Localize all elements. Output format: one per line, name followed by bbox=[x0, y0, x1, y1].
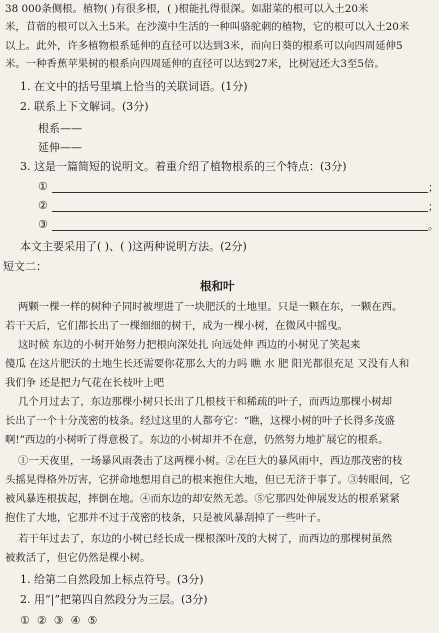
passage2-line: ①一天夜里，一场暴风雨袭击了这两棵小树。②在巨大的暴风雨中，西边那茂密的枝 bbox=[18, 455, 403, 467]
passage1-line: 米。一种香蕉苹果树的根系向四周延伸的直径可以达到27米，比树冠还大3至5倍。 bbox=[5, 58, 385, 70]
circled-number-4: ④ bbox=[70, 614, 81, 627]
question-2-1: 1. 给第二自然段加上标点符号。(3分) bbox=[20, 573, 204, 586]
word-genxi: 根系—— bbox=[38, 122, 82, 135]
passage2-line: 我们争 还是把力气花在长枝叶上吧 bbox=[5, 377, 165, 389]
answer-marker-3: ③ bbox=[38, 218, 48, 231]
passage1-line: 米，苜蓿的根可以入土5米。在沙漠中生活的一种叫骆驼刺的植物，它的根可以入土20米 bbox=[5, 21, 410, 33]
passage1-line: 38 000条侧根。植物( )有很多根，( )根能扎得很深。如甜菜的根可以入土20米 bbox=[5, 3, 369, 15]
circled-number-2: ② bbox=[36, 614, 47, 627]
circled-numbers bbox=[20, 614, 97, 627]
passage2-line: 傻瓜 在这片肥沃的土地生长还需要你花那么大的力吗 瞧 水 肥 阳光都很充足 又没有人和 bbox=[5, 358, 410, 370]
passage2-line: 被风暴连根拔起，摔倒在地。④而东边的却安然无恙。⑤它那四处伸展发达的根系紧紧 bbox=[5, 493, 400, 505]
answer-line-1[interactable] bbox=[52, 192, 428, 193]
circled-number-5: ⑤ bbox=[87, 614, 98, 627]
question-2: 2. 联系上下文解词。(3分) bbox=[20, 100, 149, 113]
passage2-line: 抱住了大地，它那并不过于茂密的枝条，只是被风暴刮掉了一些叶子。 bbox=[5, 512, 328, 524]
passage2-line: 若干年过去了，东边的小树已经长成一棵根深叶茂的大树了，而西边的那棵树虽然 bbox=[18, 533, 393, 545]
period-3: 。 bbox=[428, 220, 439, 232]
passage2-line: 头摇晃得格外厉害，它拼命地想用自己的根来抱住大地，但已无济于事了。③转眼间，它 bbox=[5, 474, 411, 486]
passage1-line: 以上。此外，许多植物根系延伸的直径可以达到3米，而向日葵的根系可以向四周延伸5 bbox=[5, 40, 403, 52]
answer-marker-1: ① bbox=[38, 180, 48, 193]
question-3: 3. 这是一篇简短的说明文。着重介绍了植物根系的三个特点：(3分) bbox=[20, 160, 347, 173]
section-label: 短文二： bbox=[3, 260, 47, 273]
question-2-2: 2. 用“|”把第四自然段分为三层。(3分) bbox=[20, 593, 208, 606]
question-1: 1. 在文中的括号里填上恰当的关联词语。(1分) bbox=[20, 80, 248, 93]
passage2-line: 这时候 东边的小树开始努力把根向深处扎 向远处伸 西边的小树见了笑起来 bbox=[18, 339, 361, 351]
circled-number-1: ① bbox=[20, 614, 30, 627]
passage2-title: 根和叶 bbox=[200, 279, 235, 293]
passage2-line: 两颗一棵一样的树种子同时被埋进了一块肥沃的土地里。只是一颗在东，一颗在西。 bbox=[18, 301, 403, 313]
answer-line-2[interactable] bbox=[52, 211, 428, 212]
passage2-line: 几个月过去了，东边那棵小树只长出了几根枝干和稀疏的叶子，而西边那棵小树却 bbox=[18, 396, 393, 408]
passage2-line: 被救活了，但它仍然是棵小树。 bbox=[5, 552, 151, 564]
question-method: 本文主要采用了( )、( )这两种说明方法。(2分) bbox=[20, 240, 247, 253]
semicolon-1: ； bbox=[428, 182, 439, 194]
word-yanshen: 延伸—— bbox=[38, 141, 82, 154]
answer-marker-2: ② bbox=[38, 199, 48, 212]
passage2-line: 啊!”西边的小树听了得意极了。东边的小树却并不在意，仍然努力地扩展它的根系。 bbox=[5, 434, 389, 446]
passage2-line: 长出了一个十分茂密的枝条。经过这里的人都夸它：“瞧，这棵小树的叶子长得多茂盛 bbox=[5, 415, 395, 427]
semicolon-2: ； bbox=[428, 201, 439, 213]
circled-number-3: ③ bbox=[53, 614, 64, 627]
passage2-line: 若干天后，它们都长出了一棵细细的树干，成为一棵小树，在微风中摇曳。 bbox=[5, 320, 348, 332]
answer-line-3[interactable] bbox=[52, 230, 428, 231]
